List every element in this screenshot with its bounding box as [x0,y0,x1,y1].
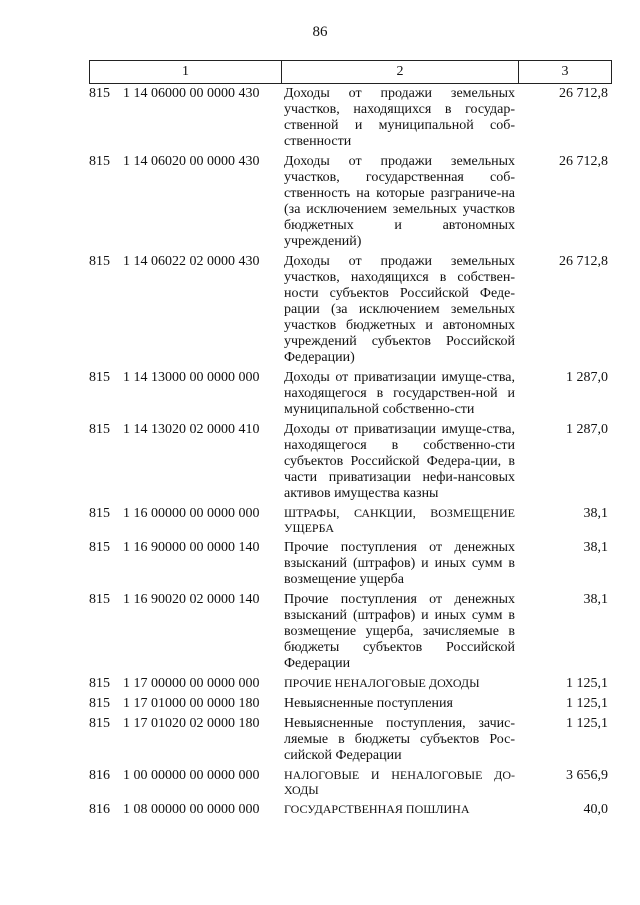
table-row [0,592,640,672]
amount-cell: 38,1 [583,506,608,521]
budget-code-cell [0,768,280,798]
amount-cell: 38,1 [583,592,608,607]
income-description: Прочие поступления от денежных взысканий (штрафов) и иных сумм в возмещение ущерба [284,540,515,587]
amount-cell: 1 287,0 [566,370,608,385]
amount-cell: 40,0 [583,802,608,817]
income-description: Невыясненные поступления, зачис-ляемые в бюджеты субъектов Рос-сийской Федерации [284,716,515,763]
amount-cell: 26 712,8 [559,86,608,101]
admin-code: 815 [89,716,110,731]
admin-code: 815 [89,254,110,269]
classification-code: 1 00 00000 00 0000 000 [123,768,260,783]
admin-code: 815 [89,422,110,437]
classification-code: 1 17 00000 00 0000 000 [123,676,260,691]
admin-code: 815 [89,370,110,385]
budget-code-cell [0,676,280,692]
table-row [0,768,640,798]
admin-code: 815 [89,676,110,691]
budget-code-cell [0,506,280,536]
budget-code-cell [0,696,280,712]
classification-code: 1 16 90020 02 0000 140 [123,592,260,607]
classification-code: 1 16 90000 00 0000 140 [123,540,260,555]
admin-code: 815 [89,540,110,555]
budget-code-cell [0,716,280,764]
amount-cell: 1 125,1 [566,716,608,731]
admin-code: 815 [89,592,110,607]
income-description: Доходы от продажи земельных участков, государственная соб-ственность на которые разграниче-на (за исключением земельных участков бюджетных и автономных учреждений) [284,154,515,249]
admin-code: 816 [89,768,110,783]
table-row [0,676,640,692]
amount-cell: 1 125,1 [566,696,608,711]
budget-code-cell [0,802,280,818]
classification-code: 1 14 13000 00 0000 000 [123,370,260,385]
income-description: Доходы от продажи земельных участков, находящихся в собствен-ности субъектов Российской Феде-рации (за исключением земельных участков бюджетных и автономных учреждений субъектов Российской Федерации) [284,254,515,365]
table-row [0,802,640,818]
classification-code: 1 17 01000 00 0000 180 [123,696,260,711]
table-row [0,422,640,502]
income-description: ГОСУДАРСТВЕННАЯ ПОШЛИНА [284,802,470,816]
income-description: Доходы от приватизации имуще-ства, находящегося в государствен-ной и муниципальной собственно-сти [284,370,515,417]
amount-cell: 1 287,0 [566,422,608,437]
classification-code: 1 14 13020 02 0000 410 [123,422,260,437]
header-col-1: 1 [90,61,282,83]
budget-code-cell [0,592,280,672]
classification-code: 1 17 01020 02 0000 180 [123,716,260,731]
amount-cell: 38,1 [583,540,608,555]
amount-cell: 3 656,9 [566,768,608,783]
admin-code: 816 [89,802,110,817]
income-description: Доходы от приватизации имуще-ства, находящегося в собственно-сти субъектов Российской Федера-ции, в части приватизации нефи-нансовых активов имущества казны [284,422,515,501]
budget-code-cell [0,254,280,366]
income-description: Прочие поступления от денежных взысканий (штрафов) и иных сумм в возмещение ущерба, зачисляемые в бюджеты субъектов Российской Федерации [284,592,515,671]
classification-code: 1 14 06000 00 0000 430 [123,86,260,101]
income-description: НАЛОГОВЫЕ И НЕНАЛОГОВЫЕ ДО-ХОДЫ [284,768,515,797]
classification-code: 1 16 00000 00 0000 000 [123,506,260,521]
admin-code: 815 [89,506,110,521]
table-row [0,86,640,150]
table-row [0,716,640,764]
table-row [0,370,640,418]
income-description: ШТРАФЫ, САНКЦИИ, ВОЗМЕЩЕНИЕ УЩЕРБА [284,506,515,535]
classification-code: 1 14 06020 00 0000 430 [123,154,260,169]
table-row [0,696,640,712]
header-col-3: 3 [561,64,569,79]
admin-code: 815 [89,86,110,101]
admin-code: 815 [89,696,110,711]
amount-cell: 26 712,8 [559,254,608,269]
admin-code: 815 [89,154,110,169]
income-description: Невыясненные поступления [284,696,453,711]
table-body [0,86,640,822]
table-row [0,540,640,588]
income-description: Доходы от продажи земельных участков, находящихся в государ-ственной и муниципальной соб-ственности [284,86,515,149]
budget-code-cell [0,86,280,150]
page-number: 86 [312,24,328,40]
table-row [0,154,640,250]
amount-cell: 26 712,8 [559,154,608,169]
table-row [0,506,640,536]
header-col-2: 2 [282,61,519,83]
income-description: ПРОЧИЕ НЕНАЛОГОВЫЕ ДОХОДЫ [284,676,480,690]
classification-code: 1 14 06022 02 0000 430 [123,254,260,269]
table-header [89,60,612,84]
classification-code: 1 08 00000 00 0000 000 [123,802,260,817]
budget-code-cell [0,422,280,502]
amount-cell: 1 125,1 [566,676,608,691]
table-row [0,254,640,366]
budget-code-cell [0,370,280,418]
budget-code-cell [0,154,280,250]
budget-code-cell [0,540,280,588]
